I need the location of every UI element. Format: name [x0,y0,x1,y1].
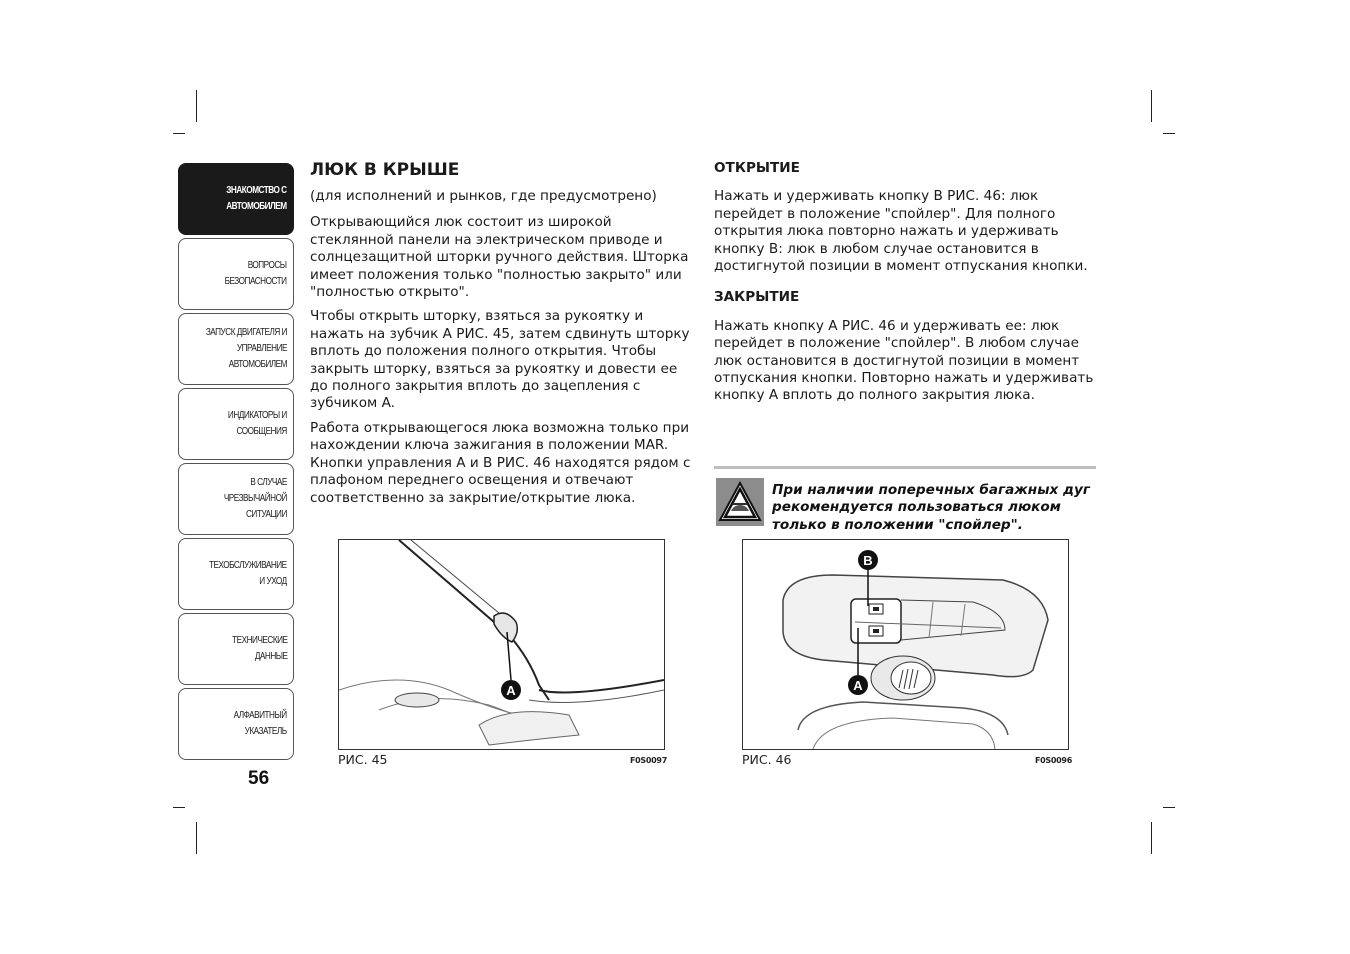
crop-mark [1163,807,1175,808]
tab-label: ЗАПУСК ДВИГАТЕЛЯ И УПРАВЛЕНИЕ АВТОМОБИЛЕМ [205,327,287,370]
figure-46 [742,539,1069,750]
warning-text: При наличии поперечных багажных дуг рекомендуется пользоваться люком только в положении "спойлер". [772,482,1090,533]
tab-tech-data[interactable] [178,613,294,685]
left-column [310,160,692,514]
tab-index[interactable] [178,688,294,760]
paragraph-close: Нажать кнопку A РИС. 46 и удерживать ее: люк перейдет в положение "спойлер". В любом случае люк остановится в достигнутой позиции в момент отпускания кнопки. Повторно нажать и удерживать кнопку A вплоть до полного закрытия люка. [714,317,1094,404]
callout-label: B [863,553,873,568]
crop-mark [1163,133,1175,134]
page-number: 56 [248,768,270,789]
figure-caption: РИС. 45 [338,752,388,767]
tab-safety[interactable] [178,238,294,310]
callout-label: A [853,678,863,693]
tab-emergency[interactable] [178,463,294,535]
section-subtitle: (для исполнений и рынков, где предусмотрено) [310,188,657,204]
tab-label: В СЛУЧАЕ ЧРЕЗВЫЧАЙНОЙ СИТУАЦИИ [223,477,287,520]
figure-code: F0S0097 [630,756,667,765]
callout-label: A [506,683,516,698]
tab-label: ЗНАКОМСТВО С АВТОМОБИЛЕМ [226,185,287,212]
crop-mark [1151,90,1152,122]
tab-label: ВОПРОСЫ БЕЗОПАСНОСТИ [225,260,287,287]
section-title: ЛЮК В КРЫШЕ [310,160,460,180]
crop-mark [173,807,185,808]
warning-box [714,466,1096,533]
crop-mark [173,133,185,134]
paragraph-open: Нажать и удерживать кнопку B РИС. 46: люк перейдет в положение "спойлер". Для полного открытия люка повторно нажать и удерживать кнопку B: люк в любом случае остановится в достигнутой позиции в момент отпускания кнопки. [714,188,1088,275]
crop-mark [1151,822,1152,854]
tab-starting[interactable] [178,313,294,385]
roof-console-illustration [743,540,1068,749]
figure-code: F0S0096 [1035,756,1072,765]
paragraph: Открывающийся люк состоит из широкой стеклянной панели на электрическом приводе и солнцезащитной шторки ручного действия. Шторка имеет положения только "полностью закрыто" или "полностью открыто". [310,214,689,301]
right-column [714,160,1100,412]
figure-45 [338,539,665,750]
tab-indicators[interactable] [178,388,294,460]
tab-maintenance[interactable] [178,538,294,610]
sunroof-blind-illustration [339,540,664,749]
paragraph: Работа открывающегося люка возможна только при нахождении ключа зажигания в положении MAR. Кнопки управления A и B РИС. 46 находятся рядом с плафоном переднего освещения и отвечают соответственно за закрытие/открытие люка. [310,419,691,506]
heading-close: ЗАКРЫТИЕ [714,289,800,306]
heading-open: ОТКРЫТИЕ [714,160,800,176]
tab-label: АЛФАВИТНЫЙ УКАЗАТЕЛЬ [234,710,287,737]
tab-label: ИНДИКАТОРЫ И СООБЩЕНИЯ [228,410,287,437]
tab-intro[interactable] [178,163,294,235]
paragraph: Чтобы открыть шторку, взяться за рукоятку и нажать на зубчик A РИС. 45, затем сдвинуть шторку вплоть до положения полного открытия. Чтобы закрыть шторку, взяться за рукоятку и довести ее до полного закрытия вплоть до зацепления с зубчиком A. [310,308,690,412]
tab-label: ТЕХОБСЛУЖИВАНИЕ И УХОД [209,560,287,587]
warning-triangle-roof-icon [716,478,764,526]
crop-mark [196,822,197,854]
figure-caption: РИС. 46 [742,752,792,767]
tab-label: ТЕХНИЧЕСКИЕ ДАННЫЕ [231,635,287,662]
crop-mark [196,90,197,122]
